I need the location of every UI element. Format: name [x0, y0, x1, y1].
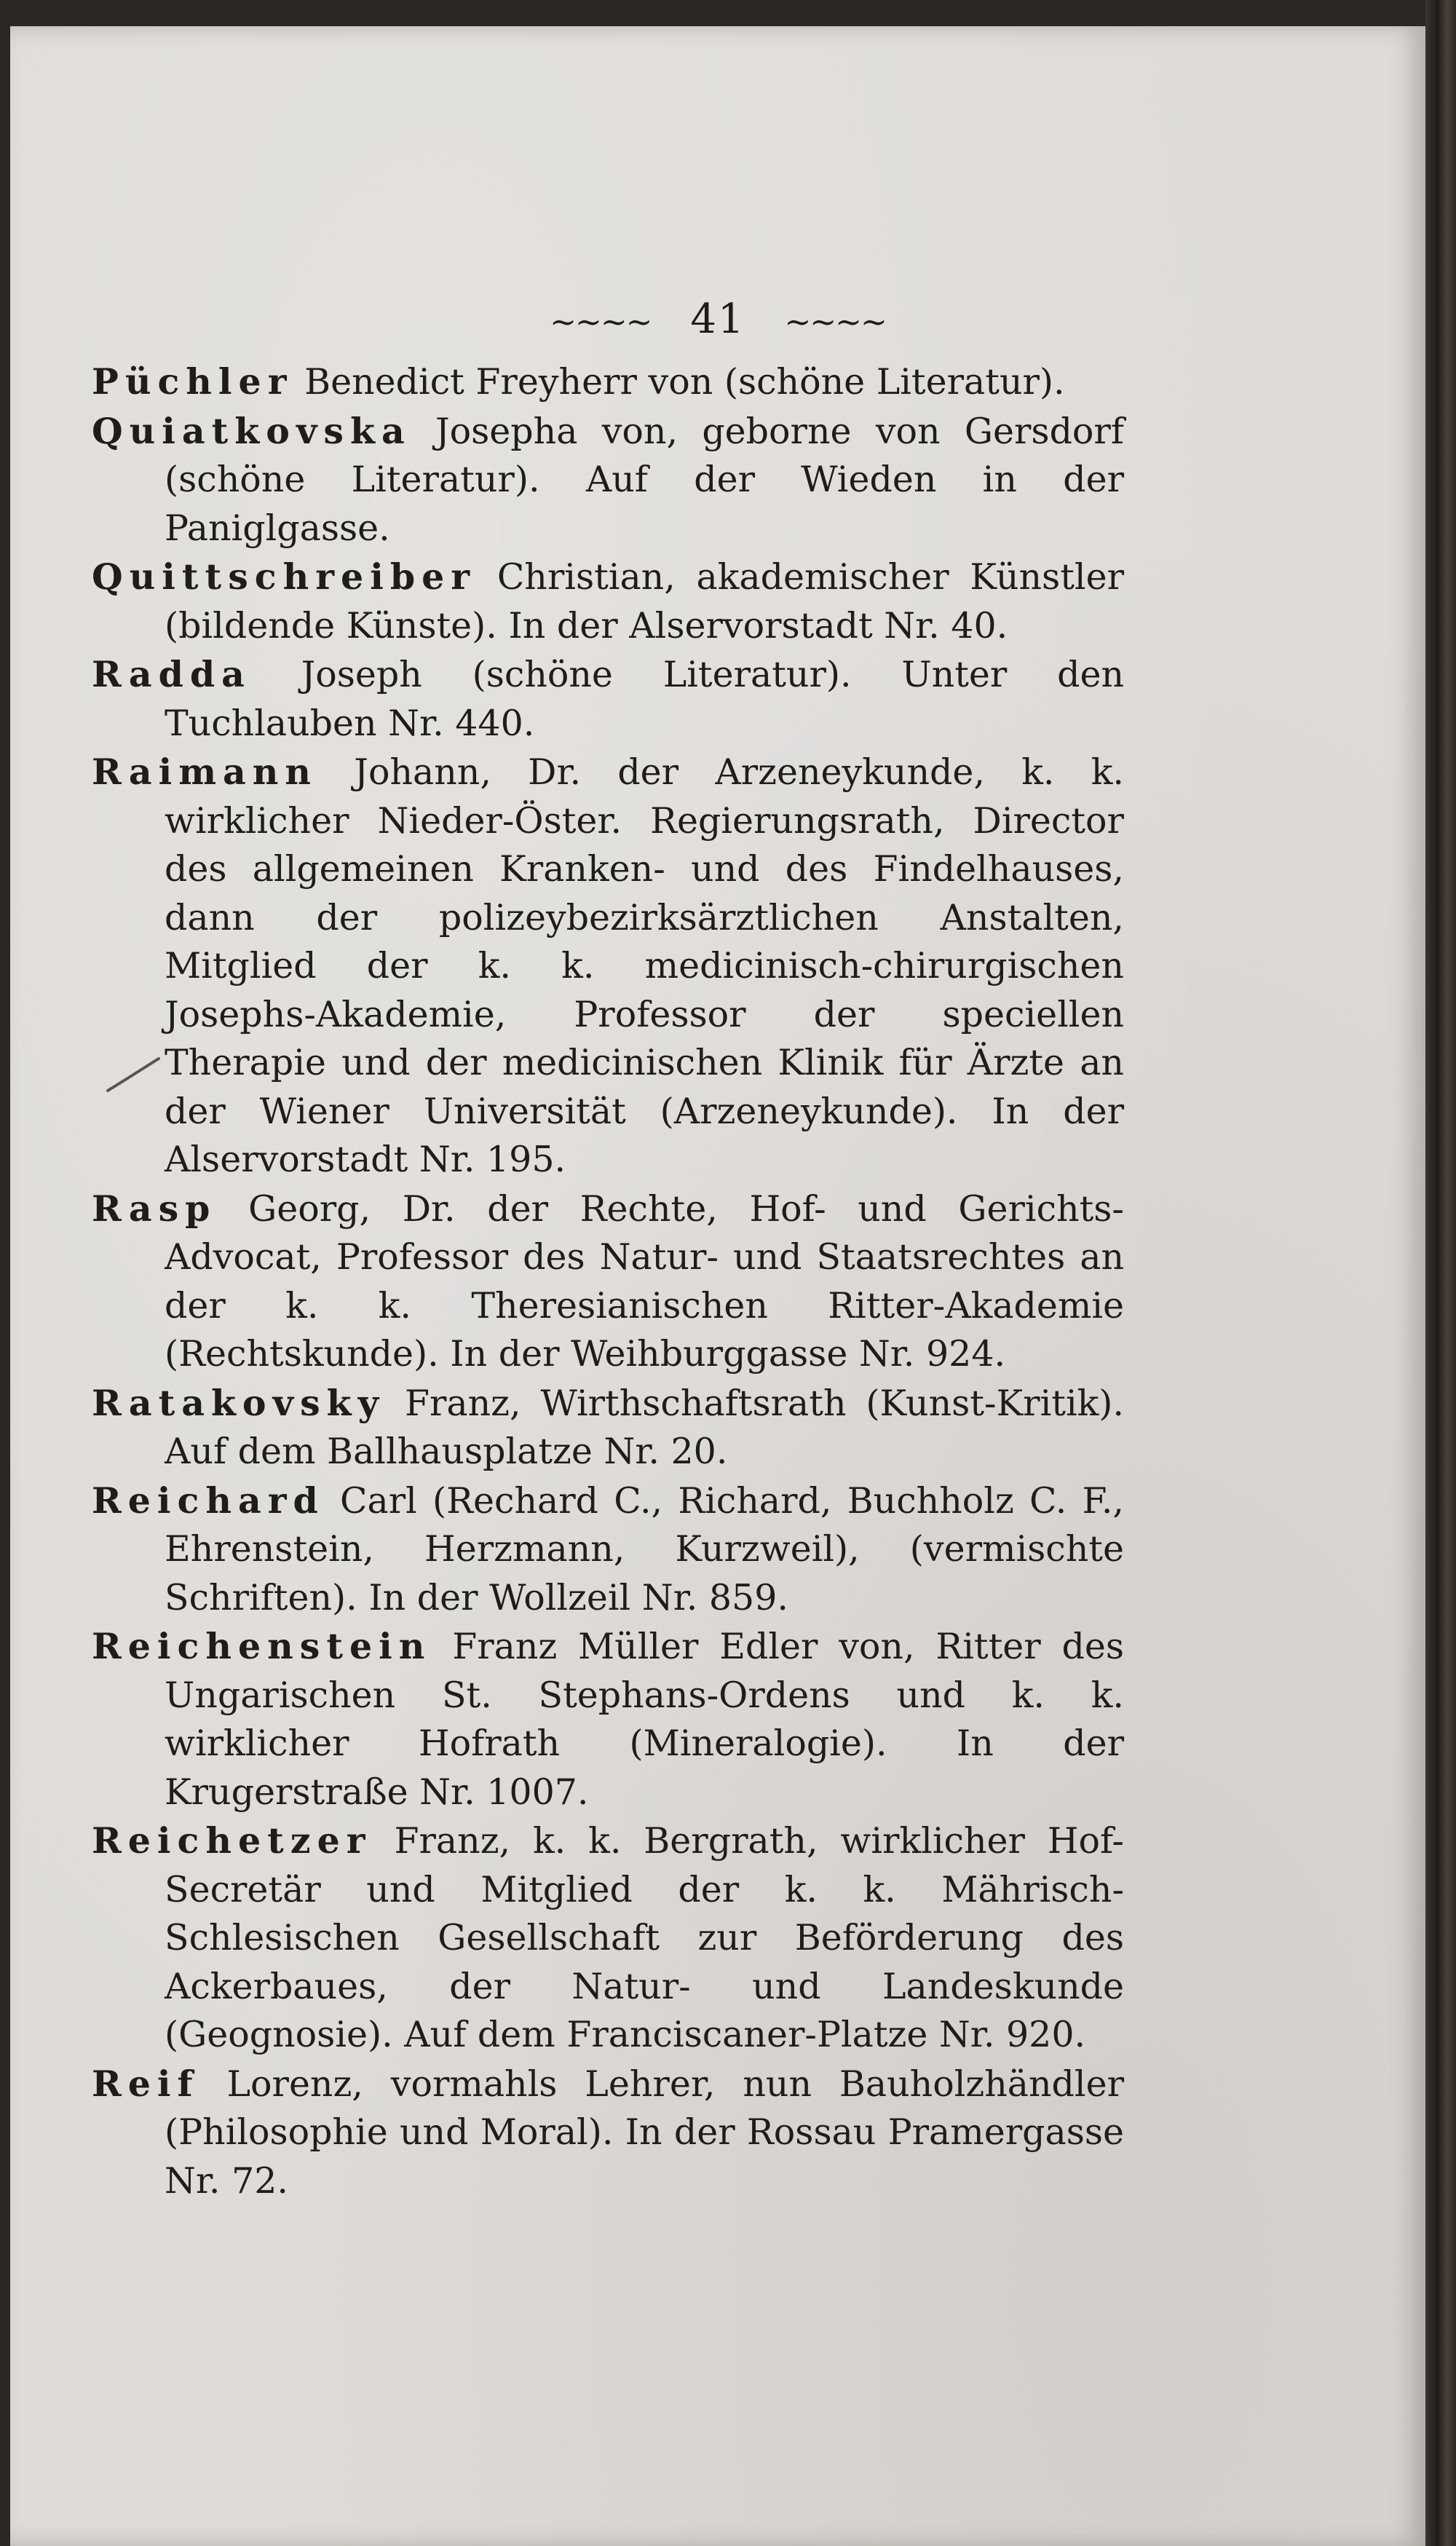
entry-name: Reichard — [92, 1479, 325, 1522]
entry-text: Franz Müller Edler von, Ritter des Ungarischen St. Stephans-Ordens und k. k. wirklicher Hofrath (Mineralogie). In der Krugerstraße Nr. 1007. — [165, 1626, 1124, 1813]
entry-text: Franz, k. k. Bergrath, wirklicher Hof-Secretär und Mitglied der k. k. Mährisch-Schlesischen Gesellschaft zur Beförderung des Ackerbaues, der Natur- und Landeskunde (Geognosie). Auf dem Franciscaner-Platze Nr. 920. — [165, 1820, 1124, 2055]
entry-name: Püchler — [92, 360, 293, 403]
entry-name: Quittschreiber — [92, 556, 477, 598]
entry-name: Raimann — [92, 751, 318, 793]
header-ornament-left: ~~~~ — [550, 304, 652, 341]
list-item — [92, 1379, 1124, 1476]
list-item — [92, 553, 1124, 650]
entry-text: Johann, Dr. der Arzeneykunde, k. k. wirklicher Nieder-Öster. Regierungsrath, Director des allgemeinen Kranken- und des Findelhauses, dann der polizeybezirksärztlichen Anstalten, Mitglied der k. k. medicinisch-chirurgischen Josephs-Akademie, Professor der speciellen Therapie und der medicinischen Klinik für Ärzte an der Wiener Universität (Arzeneykunde). In der Alservorstadt Nr. 195. — [165, 751, 1124, 1180]
list-item — [92, 1476, 1124, 1623]
list-item — [92, 357, 1124, 407]
entry-text: Georg, Dr. der Rechte, Hof- und Gerichts-Advocat, Professor des Natur- und Staatsrechtes an der k. k. Theresianischen Ritter-Akademie (Rechtskunde). In der Weihburggasse Nr. 924. — [165, 1187, 1124, 1375]
entry-name: Reichenstein — [92, 1625, 432, 1667]
list-item — [92, 1185, 1124, 1379]
entry-text: Benedict Freyherr von (schöne Literatur). — [293, 361, 1065, 403]
entry-list — [92, 357, 1124, 2205]
list-item — [92, 2060, 1124, 2206]
entry-text: Lorenz, vormahls Lehrer, nun Bauholzhändler (Philosophie und Moral). In der Rossau Pramergasse Nr. 72. — [165, 2063, 1124, 2202]
list-item — [92, 1622, 1124, 1816]
entry-text: Franz, Wirthschaftsrath (Kunst-Kritik). Auf dem Ballhausplatze Nr. 20. — [165, 1382, 1124, 1472]
entry-text: Joseph (schöne Literatur). Unter den Tuchlauben Nr. 440. — [165, 654, 1124, 744]
list-item — [92, 1816, 1124, 2060]
entry-name: Radda — [92, 653, 251, 695]
book-spine — [1425, 0, 1456, 2546]
entry-text: Carl (Rechard C., Richard, Buchholz C. F., Ehrenstein, Herzmann, Kurzweil), (vermischte Schriften). In der Wollzeil Nr. 859. — [165, 1479, 1124, 1618]
entry-name: Ratakovsky — [92, 1381, 386, 1424]
list-item — [92, 650, 1124, 748]
book-page — [10, 26, 1425, 2546]
entry-name: Reif — [92, 2062, 199, 2105]
entry-name: Rasp — [92, 1187, 217, 1230]
page-header — [10, 296, 1425, 343]
header-ornament-right: ~~~~ — [784, 304, 886, 341]
entry-text: Josepha von, geborne von Gersdorf (schöne Literatur). Auf der Wieden in der Paniglgasse. — [165, 410, 1124, 549]
list-item — [92, 748, 1124, 1185]
page-number: 41 — [690, 296, 745, 343]
entry-name: Reichetzer — [92, 1819, 372, 1862]
entry-text: Christian, akademischer Künstler (bildende Künste). In der Alservorstadt Nr. 40. — [165, 556, 1124, 647]
entry-name: Quiatkovska — [92, 409, 411, 452]
list-item — [92, 407, 1124, 553]
